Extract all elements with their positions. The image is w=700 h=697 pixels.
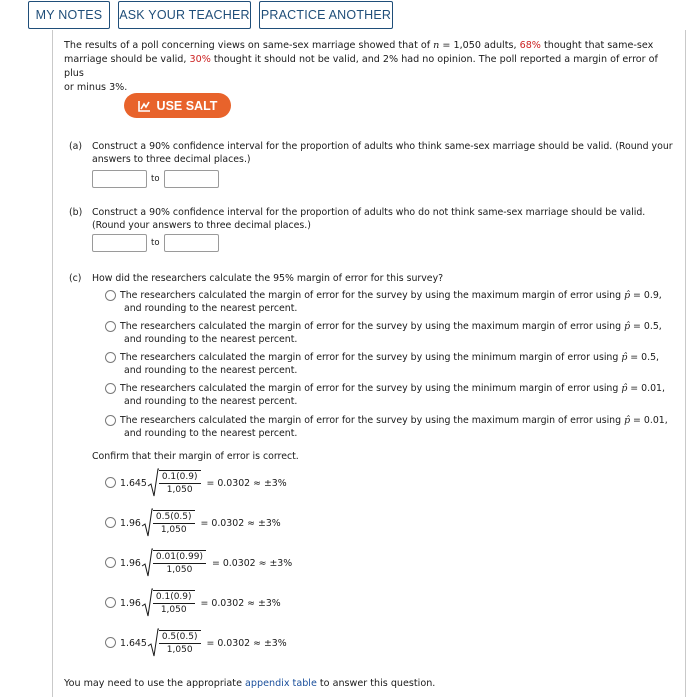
part-b-label: (b)	[69, 207, 83, 218]
part-c-question: How did the researchers calculate the 95% margin of error for this survey?	[92, 273, 444, 284]
part-b-text: Construct a 90% confidence interval for the proportion of adults who do not think same-sex marriage should be valid. (Round your answers to three decimal places.)	[92, 207, 646, 231]
part-c-label: (c)	[69, 273, 82, 284]
sqrt-symbol	[141, 548, 153, 578]
option-text-3: The researchers calculated the margin of error for the survey by using the minimum margin of error using p̂ = 0.5,	[120, 352, 660, 363]
option-radio-2[interactable]	[105, 321, 116, 332]
my-notes-button[interactable]: MY NOTES	[28, 1, 110, 29]
pct-valid: 68%	[519, 40, 541, 51]
part-a-answer-row	[92, 169, 219, 189]
formula-option-3: 1.96 $\frac{0.01(0.99)}{1,050}$ = 0.0302 ≈ ±3%	[120, 547, 292, 579]
salt-chart-icon	[138, 100, 151, 112]
sqrt-symbol	[147, 628, 159, 658]
formula-radio-4[interactable]	[105, 597, 116, 608]
use-salt-button[interactable]	[124, 93, 231, 118]
to-label: to	[151, 238, 160, 248]
part-a-lower-input[interactable]	[92, 170, 147, 188]
practice-another-button[interactable]: PRACTICE ANOTHER	[259, 1, 393, 29]
part-a-text: Construct a 90% confidence interval for the proportion of adults who think same-sex marriage should be valid. (Round your answers to three decimal places.)	[92, 141, 673, 165]
formula-radio-2[interactable]	[105, 517, 116, 528]
top-toolbar	[0, 0, 700, 32]
ask-your-teacher-button[interactable]: ASK YOUR TEACHER	[118, 1, 251, 29]
option-text-4: The researchers calculated the margin of error for the survey by using the minimum margin of error using p̂ = 0.01,	[120, 383, 665, 394]
option-text-2: The researchers calculated the margin of error for the survey by using the maximum margin of error using p̂ = 0.5,	[120, 321, 662, 332]
problem-statement: The results of a poll concerning views on same-sex marriage showed that of n = 1,050 adults, 68% thought that same-sex marriage should be valid, 30% thought it should not be valid, and 2% had no opinion. The poll reported a margin of error of plus or minus 3%.	[64, 40, 658, 93]
formula-radio-1[interactable]	[105, 477, 116, 488]
part-b-lower-input[interactable]	[92, 234, 147, 252]
formula-option-5: 1.645 $\frac{0.5(0.5)}{1,050}$ = 0.0302 ≈ ±3%	[120, 627, 287, 659]
use-salt-label: USE SALT	[156, 98, 218, 113]
formula-option-1: 1.645 $\frac{0.1(0.9)}{1,050}$ = 0.0302 ≈ ±3%	[120, 467, 287, 499]
to-label: to	[151, 174, 160, 184]
formula-radio-3[interactable]	[105, 557, 116, 568]
part-a-label: (a)	[69, 141, 83, 152]
part-a-upper-input[interactable]	[164, 170, 219, 188]
option-radio-1[interactable]	[105, 290, 116, 301]
option-radio-4[interactable]	[105, 383, 116, 394]
part-b-upper-input[interactable]	[164, 234, 219, 252]
pct-not-valid: 30%	[189, 54, 211, 65]
n-variable: n	[433, 40, 440, 51]
part-b-answer-row	[92, 233, 219, 253]
sqrt-symbol	[141, 588, 153, 618]
confirm-prompt: Confirm that their margin of error is correct.	[92, 451, 299, 462]
appendix-table-link[interactable]: appendix table	[245, 678, 317, 689]
option-radio-3[interactable]	[105, 352, 116, 363]
option-text-5: The researchers calculated the margin of error for the survey by using the maximum margin of error using p̂ = 0.01,	[120, 415, 668, 426]
sqrt-symbol	[141, 508, 153, 538]
formula-option-2: 1.96 $\frac{0.5(0.5)}{1,050}$ = 0.0302 ≈ ±3%	[120, 507, 281, 539]
option-text-1: The researchers calculated the margin of error for the survey by using the maximum margin of error using p̂ = 0.9,	[120, 290, 662, 301]
footer-note: You may need to use the appropriate appendix table to answer this question.	[64, 678, 436, 689]
sqrt-symbol	[147, 468, 159, 498]
formula-radio-5[interactable]	[105, 637, 116, 648]
option-radio-5[interactable]	[105, 415, 116, 426]
formula-option-4: 1.96 $\frac{0.1(0.9)}{1,050}$ = 0.0302 ≈ ±3%	[120, 587, 281, 619]
